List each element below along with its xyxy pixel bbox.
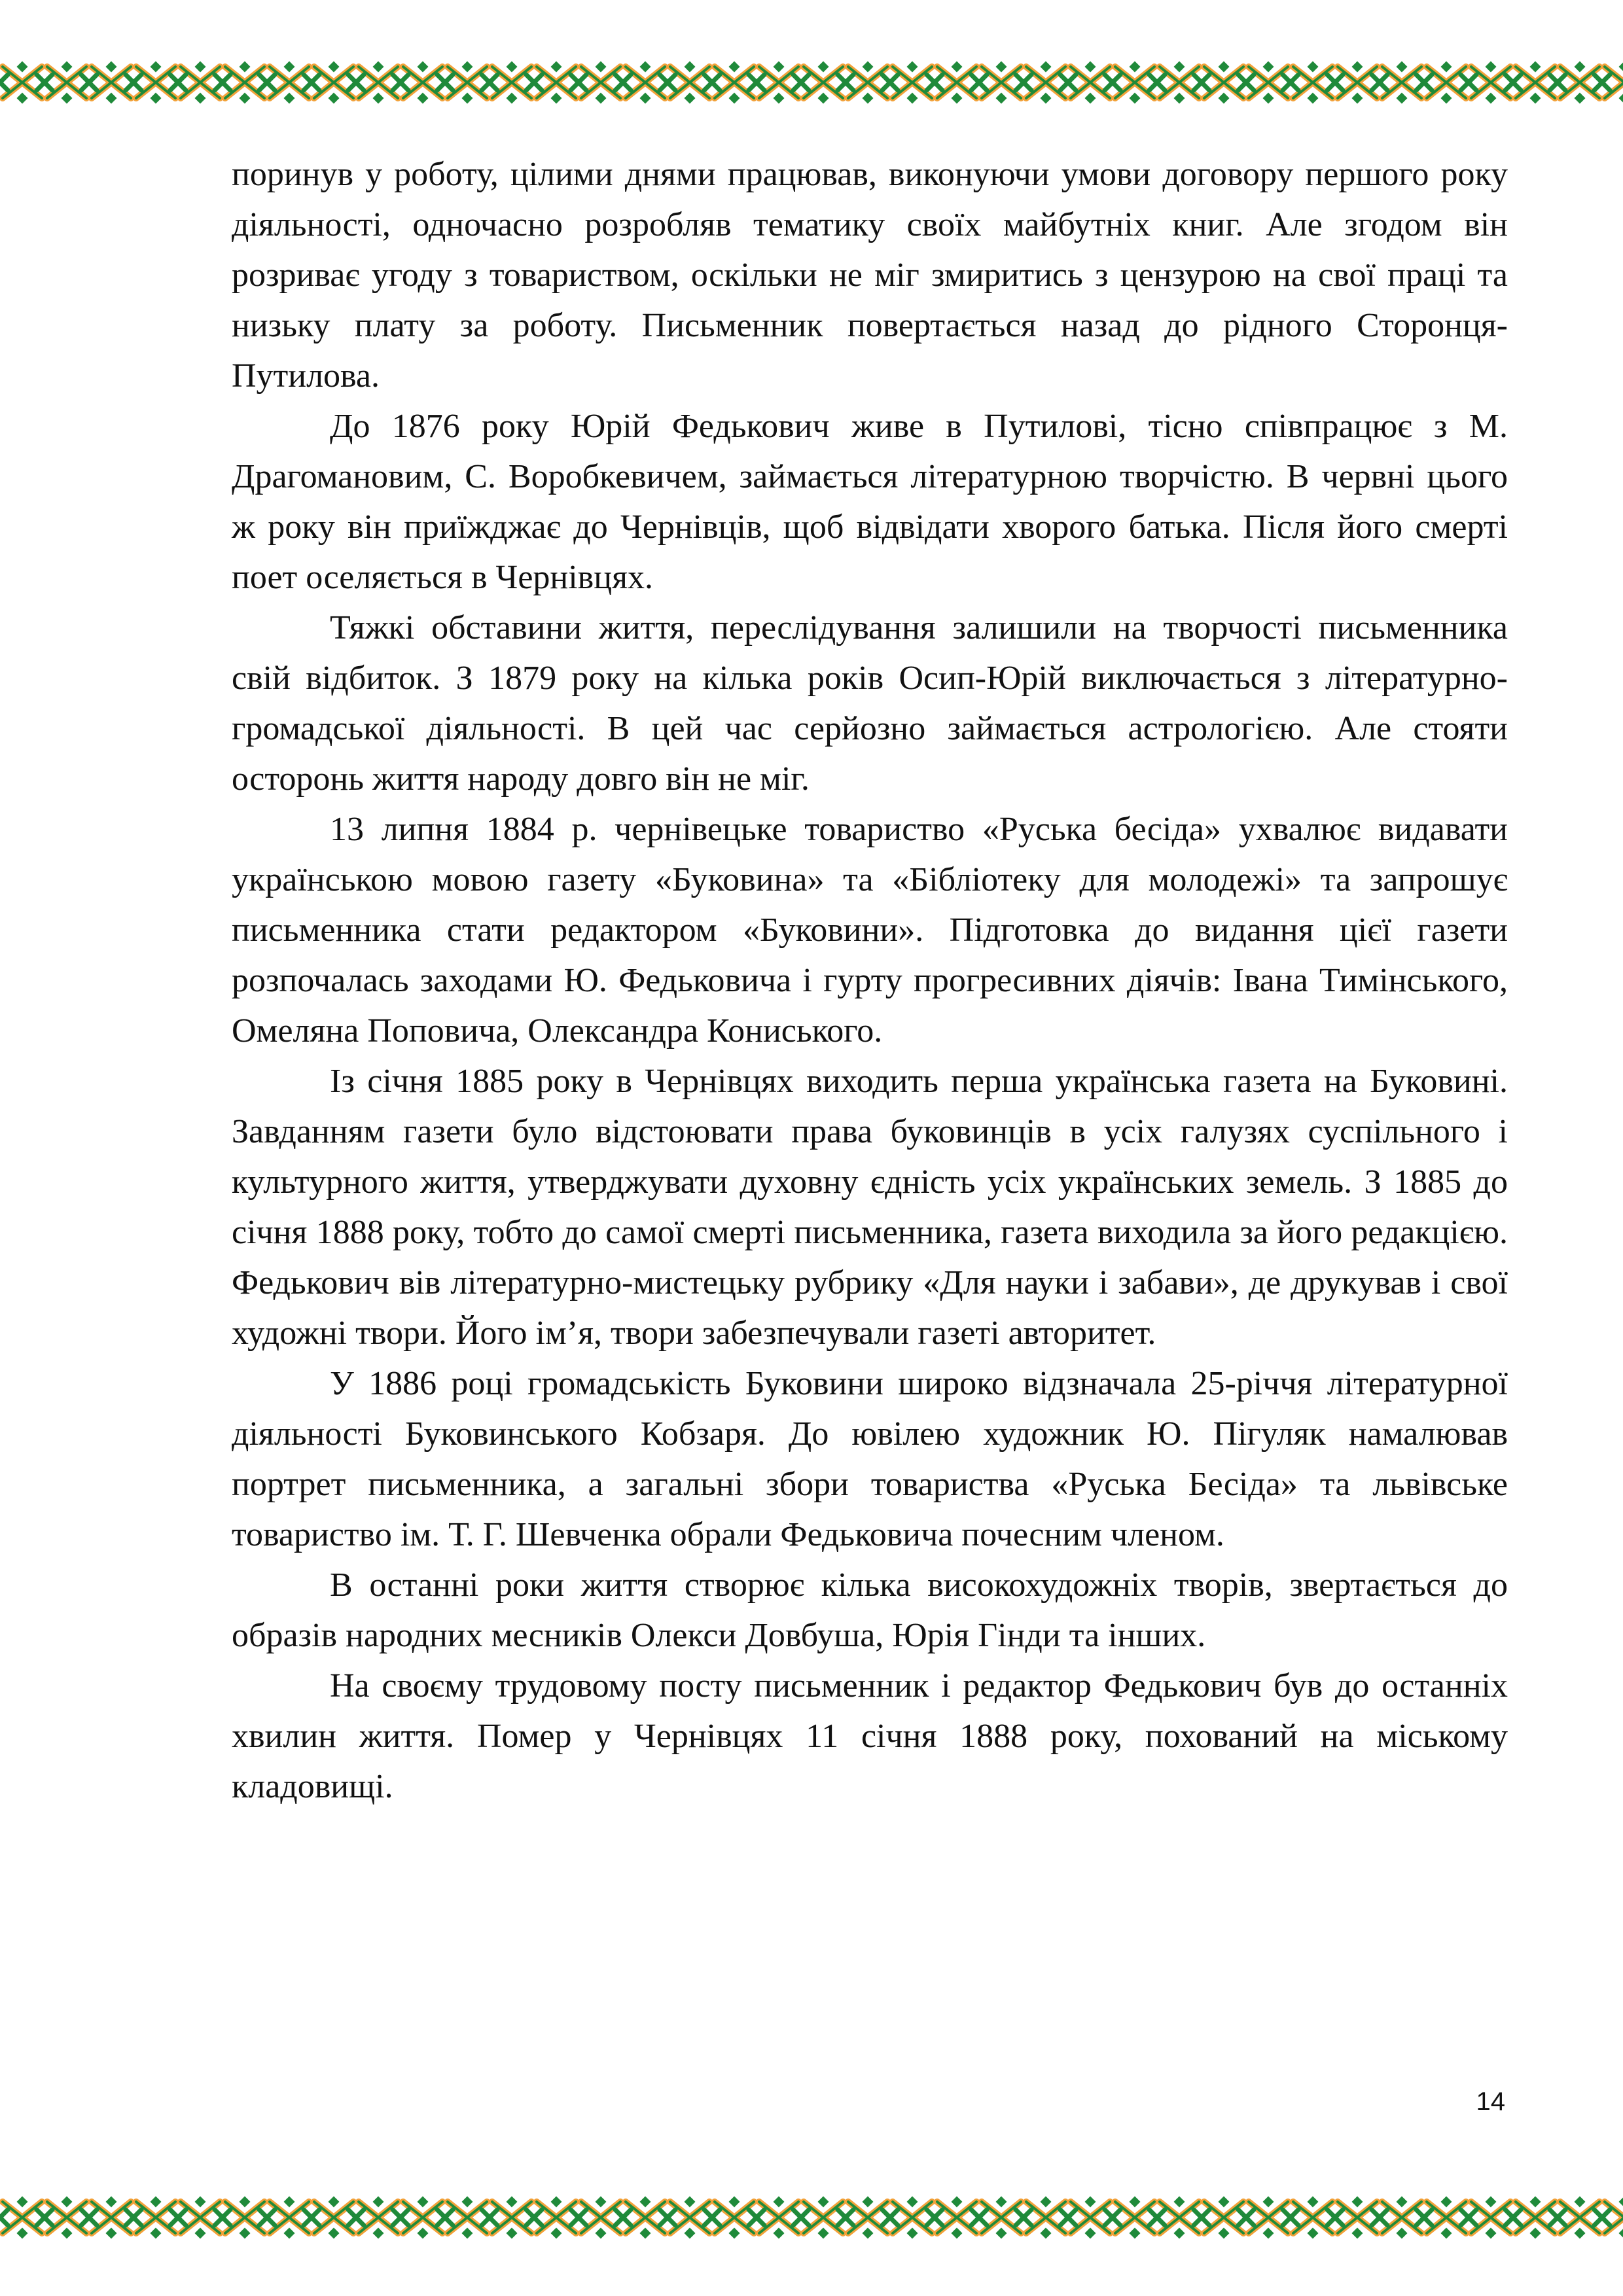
paragraph: Тяжкі обставини життя, переслідування залишили на творчості письменника свій відбиток. З 1879 року на кілька років Осип-Юрій виключається з літературно-громадської діяльності. В цей час серйозно займається астрологією. Але стояти осторонь життя народу довго він не міг.: [232, 609, 1508, 798]
paragraph: На своєму трудовому посту письменник і редактор Федькович був до останніх хвилин життя. Помер у Чернівцях 11 січня 1888 року, похований на міському кладовищі.: [232, 1667, 1508, 1805]
ornamental-border-bottom: [0, 2195, 1623, 2240]
page-number: 14: [1476, 2087, 1505, 2116]
paragraph: поринув у роботу, цілими днями працював, виконуючи умови договору першого року діяльності, одночасно розробляв тематику своїх майбутніх книг. Але згодом він розриває угоду з товариством, оскільки не міг змиритись з цензурою на свої праці та низьку плату за роботу. Письменник повертається назад до рідного Сторонця-Путилова.: [232, 156, 1508, 395]
paragraph: В останні роки життя створює кілька високохудожніх творів, звертається до образів народних месників Олекси Довбуша, Юрія Гінди та інших.: [232, 1566, 1508, 1654]
paragraph: 13 липня 1884 р. чернівецьке товариство «Руська бесіда» ухвалює видавати українською мовою газету «Буковина» та «Бібліотеку для молодежі» та запрошує письменника стати редактором «Буковини». Підготовка до видання цієї газети розпочалась заходами Ю. Федьковича і гурту прогресивних діячів: Івана Тимінського, Омеляна Поповича, Олександра Кониського.: [232, 811, 1508, 1050]
document-body: [232, 149, 1508, 1812]
paragraph: У 1886 році громадськість Буковини широко відзначала 25-річчя літературної діяльності Буковинського Кобзаря. До ювілею художник Ю. Пігуляк намалював портрет письменника, а загальні збори товариства «Руська Бесіда» та львівське товариство ім. Т. Г. Шевченка обрали Федьковича почесним членом.: [232, 1365, 1508, 1553]
braided-ornament-pattern: [0, 60, 1623, 105]
paragraph: Із січня 1885 року в Чернівцях виходить перша українська газета на Буковині. Завданням газети було відстоювати права буковинців в усіх галузях суспільного і культурного життя, утверджувати духовну єдність усіх українських земель. З 1885 до січня 1888 року, тобто до самої смерті письменника, газета виходила за його редакцією. Федькович вів літературно-мистецьку рубрику «Для науки і забави», де друкував і свої художні твори. Його ім’я, твори забезпечували газеті авторитет.: [232, 1063, 1508, 1352]
paragraph: До 1876 року Юрій Федькович живе в Путилові, тісно співпрацює з М. Драгомановим, С. Воробкевичем, займається літературною творчістю. В червні цього ж року він приїжджає до Чернівців, щоб відвідати хворого батька. Після його смерті поет оселяється в Чернівцях.: [232, 408, 1508, 596]
ornamental-border-top: [0, 60, 1623, 105]
braided-ornament-pattern: [0, 2195, 1623, 2240]
